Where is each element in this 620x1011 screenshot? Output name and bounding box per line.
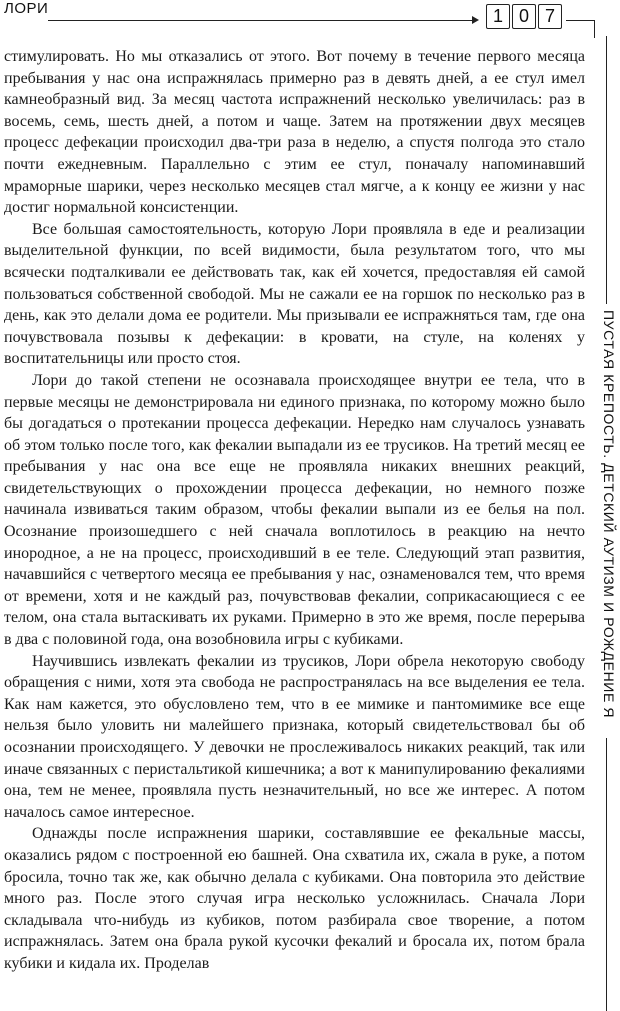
side-book-title: ПУСТАЯ КРЕПОСТЬ. ДЕТСКИЙ АУТИЗМ И РОЖДЕНИЕ Я xyxy=(601,310,617,719)
page-number-digit: 1 xyxy=(486,4,510,29)
body-text xyxy=(4,46,585,975)
side-rule xyxy=(606,738,607,1011)
page-number-digit: 7 xyxy=(538,4,562,29)
running-head: ЛОРИ xyxy=(4,0,49,17)
paragraph: Научившись извлекать фекалии из трусиков, Лори обрела некоторую свободу обращения с ними, хотя эта свобода не распространялась на все выделения ее тела. Как нам кажется, это обусловлено тем, что в ее мимике и пантомимике все еще нельзя было уловить ни малейшего признака, который свидетельствовал бы об осознании происходящего. У девочки не прослеживалось никаких реакций, так или иначе связанных с перистальтикой кишечника; а вот к манипулированию фекалиями она, тем не менее, проявляла пусть незначительный, но все же интерес. А потом началось самое интересное. xyxy=(4,652,585,821)
header-rule xyxy=(48,20,476,21)
header-arrow-icon xyxy=(472,16,479,24)
paragraph: Все большая самостоятельность, которую Лори проявляла в еде и реализации выделительной функции, по всей видимости, была результатом того, что мы всячески подталкивали ее действовать так, как ей хочется, предоставляя ей самой пользоваться собственной свободой. Мы не сажали ее на горшок по несколько раз в день, как это делали дома ее родители. Мы призывали ее испражняться там, где она почувствовала позывы к дефекации: в кровати, на стуле, на коленях у воспитательницы или просто стоя. xyxy=(4,220,585,368)
paragraph: Лори до такой степени не осознавала происходящее внутри ее тела, что в первые месяцы не демонстрировала ни единого признака, по которому можно было бы догадаться о протекании процесса дефекации. Нередко нам случалось узнавать об этом только после того, как фекалии выпадали из ее трусиков. На третий месяц ее пребывания у нас она все еще не проявляла никаких внешних реакций, свидетельствующих о прохождении процесса дефекации, но немного позже начинала извиваться таким образом, чтобы фекалии выпали из ее белья на пол. Осознание произошедшего с ней сначала воплотилось в реакцию на нечто инородное, а не на процесс, происходивший в ее теле. Следующий этап развития, начавшийся с четвертого месяца ее пребывания у нас, ознаменовался тем, что время от времени, хотя и не каждый раз, почувствовав фекалии, соприкасающиеся с ее телом, она стала вытаскивать их руками. Примерно в это же время, после перерыва в два с половиной года, она возобновила игры с кубиками. xyxy=(4,371,585,649)
paragraph: стимулировать. Но мы отказались от этого. Вот почему в течение первого месяца пребывания у нас она испражнялась примерно раз в девять дней, а ее стул имел камнеобразный вид. За месяц частота испражнений несколько увеличилась: раз в восемь, семь, шесть дней, а потом и чаще. Затем на протяжении двух месяцев процесс дефекации происходил два-три раза в неделю, а спустя полгода это стало почти ежедневным. Параллельно с этим ее стул, поначалу напоминавший мраморные шарики, через несколько месяцев стал мягче, а к концу ее жизни у нас достиг нормальной консистенции. xyxy=(4,48,585,217)
corner-rule xyxy=(566,20,594,21)
side-rule xyxy=(606,36,607,304)
page-number xyxy=(486,4,564,29)
page-number-digit: 0 xyxy=(512,4,536,29)
paragraph: Однажды после испражнения шарики, составлявшие ее фекальные массы, оказались рядом с построенной ею башней. Она схватила их, сжала в руке, а потом бросила, точно так же, как обычно делала с кубиками. Она повторила это действие много раз. После этого случая игра несколько усложнилась. Сначала Лори складывала что-нибудь из кубиков, потом разбирала свое творение, а потом испражнялась. Затем она брала рукой кусочки фекалий и бросала их, потом брала кубики и кидала их. Проделав xyxy=(4,825,585,972)
corner-rule xyxy=(594,20,595,38)
